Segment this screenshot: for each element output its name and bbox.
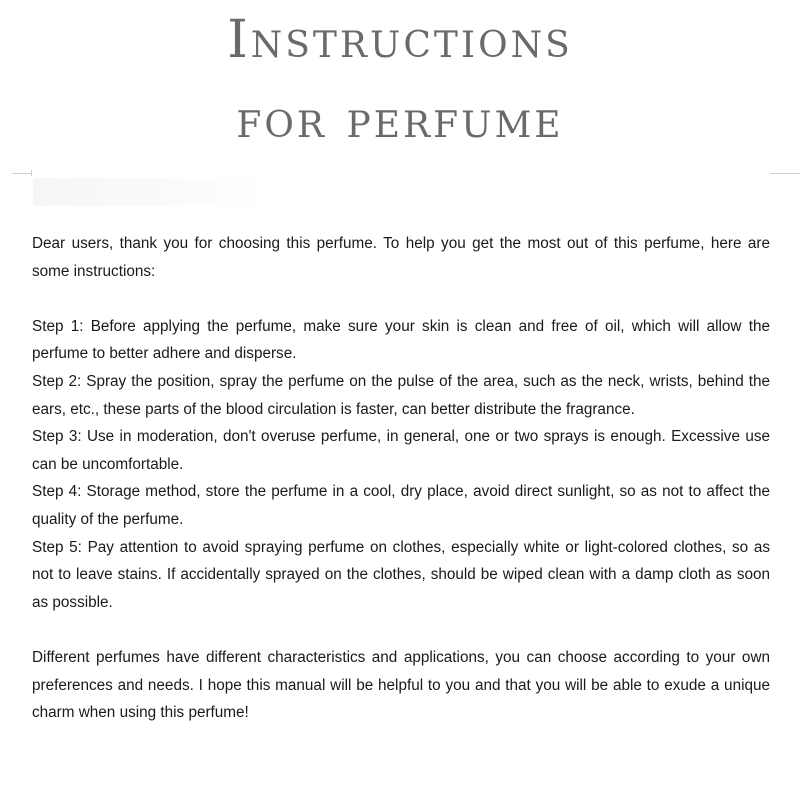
step-1: Step 1: Before applying the perfume, make sure your skin is clean and free of oil, which will allow the perfume to better adhere and disperse. — [32, 317, 770, 363]
header-area — [33, 178, 255, 206]
left-corner-mark — [12, 173, 32, 174]
intro-paragraph: Dear users, thank you for choosing this perfume. To help you get the most out of this perfume, here are some instructions: — [32, 235, 770, 280]
paragraph-gap — [32, 285, 770, 313]
paragraph-gap — [32, 616, 770, 644]
step-2: Step 2: Spray the position, spray the perfume on the pulse of the area, such as the neck, wrists, behind the ears, etc., these parts of the blood circulation is faster, can better distribute the fragrance. — [32, 372, 770, 418]
closing-paragraph: Different perfumes have different characteristics and applications, you can choose according to your own preferences and needs. I hope this manual will be helpful to you and that you will be able to exude a unique charm when using this perfume! — [32, 648, 770, 722]
step-5: Step 5: Pay attention to avoid spraying perfume on clothes, especially white or light-colored clothes, so as not to leave stains. If accidentally sprayed on the clothes, should be wiped clean with a damp cloth as soon as possible. — [32, 538, 770, 611]
right-corner-mark — [770, 173, 800, 174]
step-3: Step 3: Use in moderation, don't overuse perfume, in general, one or two sprays is enough. Excessive use can be uncomfortable. — [32, 428, 770, 473]
step-4: Step 4: Storage method, store the perfume in a cool, dry place, avoid direct sunlight, so as not to affect the quality of the perfume. — [32, 483, 770, 528]
title-line-2: for perfume — [236, 90, 564, 150]
title-line-1: Instructions — [227, 10, 573, 70]
document-body — [32, 230, 770, 727]
left-corner-tick — [31, 170, 32, 176]
page-title — [0, 10, 800, 156]
